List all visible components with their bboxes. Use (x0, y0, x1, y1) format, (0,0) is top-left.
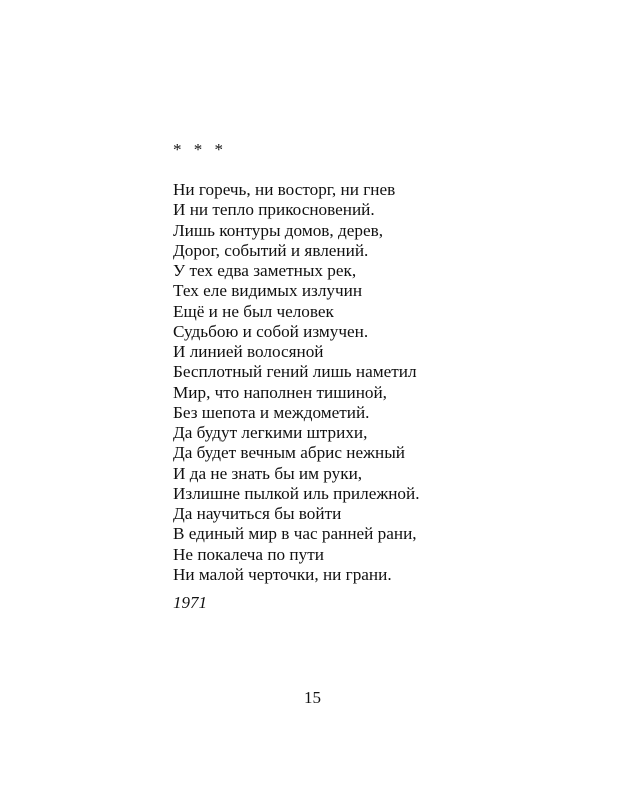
poem-line: Ещё и не был человек (173, 301, 334, 321)
poem-line: Не покалеча по пути (173, 544, 324, 564)
poem-line: Бесплотный гений лишь наметил (173, 362, 417, 382)
poem-date: 1971 (173, 593, 207, 612)
poem (173, 138, 593, 585)
poem-line: И ни тепло прикосновений. (173, 200, 375, 220)
poem-line: Да научиться бы войти (173, 504, 342, 523)
poem-line: Ни горечь, ни восторг, ни гнев (173, 180, 396, 199)
poem-lines (173, 180, 593, 585)
poem-line: Судьбою и собой измучен. (173, 321, 369, 341)
section-separator: * * * (173, 140, 227, 159)
page-number: 15 (304, 688, 321, 707)
poem-line: Излишне пылкой иль прилежной. (173, 483, 420, 503)
poem-line: Без шепота и междометий. (173, 402, 370, 422)
poem-line: Да будет вечным абрис нежный (173, 443, 405, 463)
poem-line: И линией волосяной (173, 342, 324, 361)
poem-line: Да будут легкими штрихи, (173, 423, 368, 442)
poem-line: Мир, что наполнен тишиной, (173, 382, 387, 402)
poem-line: Лишь контуры домов, дерев, (173, 220, 384, 240)
poem-line: Тех еле видимых излучин (173, 281, 363, 301)
poem-line: И да не знать бы им руки, (173, 463, 363, 483)
poem-line: Ни малой черточки, ни грани. (173, 564, 392, 584)
poem-line: Дорог, событий и явлений. (173, 240, 369, 260)
poem-line: В единый мир в час ранней рани, (173, 524, 417, 544)
poem-line: У тех едва заметных рек, (173, 261, 357, 280)
